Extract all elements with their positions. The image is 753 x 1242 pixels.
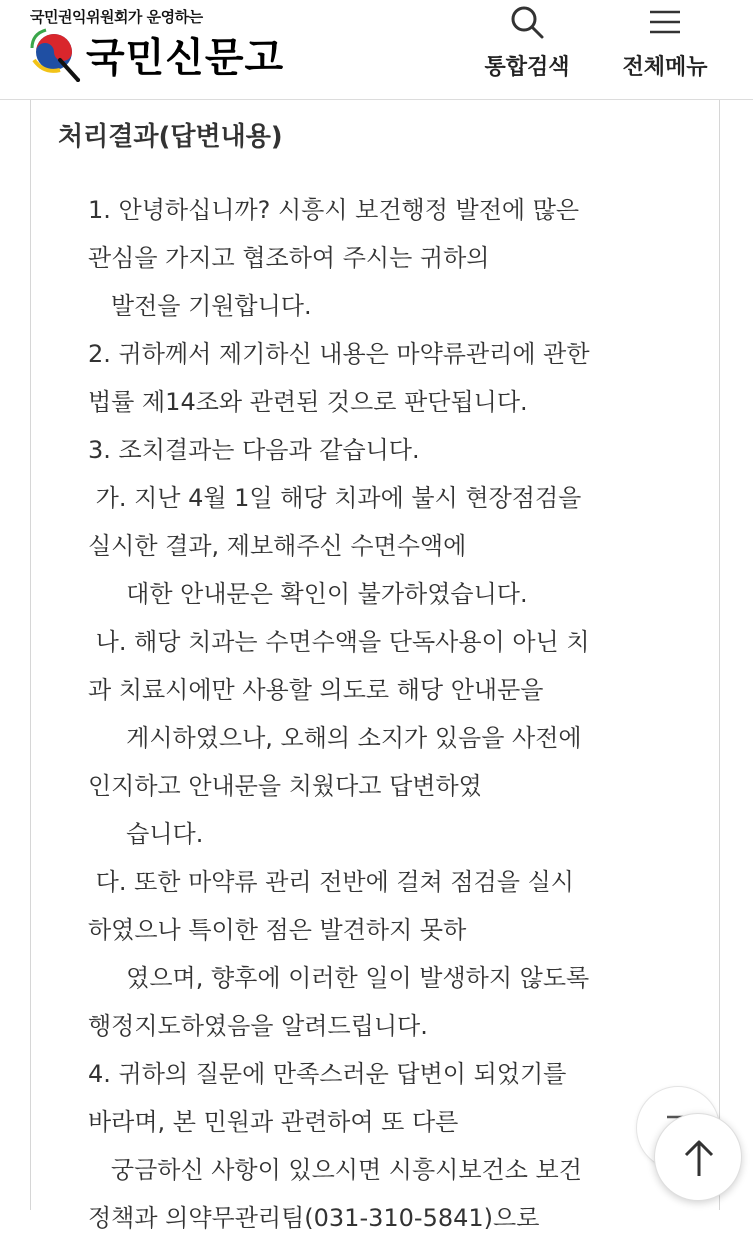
arrow-up-icon: [681, 1138, 717, 1178]
answer-line: 가. 지난 4월 1일 해당 치과에 불시 현장점검을: [88, 484, 582, 512]
logo-subtitle: 국민권익위원회가 운영하는: [30, 8, 203, 26]
answer-line: 1. 안녕하십니까? 시흥시 보건행정 발전에 많은: [88, 196, 580, 224]
answer-line: 하였으나 특이한 점은 발견하지 못하: [88, 916, 467, 944]
section-title: 처리결과(답변내용): [58, 122, 283, 152]
hamburger-menu-icon: [647, 4, 683, 40]
answer-line: 법률 제14조와 관련된 것으로 판단됩니다.: [88, 388, 528, 416]
answer-line: 인지하고 안내문을 치웠다고 답변하였: [88, 772, 482, 800]
full-menu-button[interactable]: [604, 0, 726, 90]
scroll-top-button[interactable]: [654, 1113, 742, 1201]
answer-line: 행정지도하였음을 알려드립니다.: [88, 1012, 428, 1040]
answer-line: 4. 귀하의 질문에 만족스러운 답변이 되었기를: [88, 1060, 567, 1088]
site-header: [0, 0, 753, 100]
answer-line: 실시한 결과, 제보해주신 수면수액에: [88, 532, 467, 560]
answer-line: 궁금하신 사항이 있으시면 시흥시보건소 보건: [88, 1156, 582, 1184]
answer-line: 였으며, 향후에 이러한 일이 발생하지 않도록: [88, 964, 590, 992]
answer-line: 과 치료시에만 사용할 의도로 해당 안내문을: [88, 676, 544, 704]
answer-line: 3. 조치결과는 다음과 같습니다.: [88, 436, 420, 464]
answer-line: 나. 해당 치과는 수면수액을 단독사용이 아닌 치: [88, 628, 590, 656]
logo-title: 국민신문고: [86, 34, 285, 81]
answer-line: 발전을 기원합니다.: [88, 292, 312, 320]
answer-body: [88, 186, 708, 1242]
site-logo[interactable]: [30, 6, 290, 96]
menu-label: 전체메뉴: [622, 55, 708, 80]
search-icon: [509, 4, 545, 40]
answer-line: 바라며, 본 민원과 관련하여 또 다른: [88, 1108, 459, 1136]
search-label: 통합검색: [484, 55, 570, 80]
answer-line: 관심을 가지고 협조하여 주시는 귀하의: [88, 244, 490, 272]
integrated-search-button[interactable]: [470, 0, 584, 90]
taegeuk-emblem-icon: [30, 26, 84, 82]
answer-line: 다. 또한 마약류 관리 전반에 걸쳐 점검을 실시: [88, 868, 574, 896]
answer-line: 대한 안내문은 확인이 불가하였습니다.: [88, 580, 528, 608]
answer-line: 2. 귀하께서 제기하신 내용은 마약류관리에 관한: [88, 340, 590, 368]
answer-line: 정책과 의약무관리팀(031-310-5841)으로: [88, 1204, 540, 1232]
answer-line: 습니다.: [88, 820, 204, 848]
answer-line: 게시하였으나, 오해의 소지가 있음을 사전에: [88, 724, 582, 752]
